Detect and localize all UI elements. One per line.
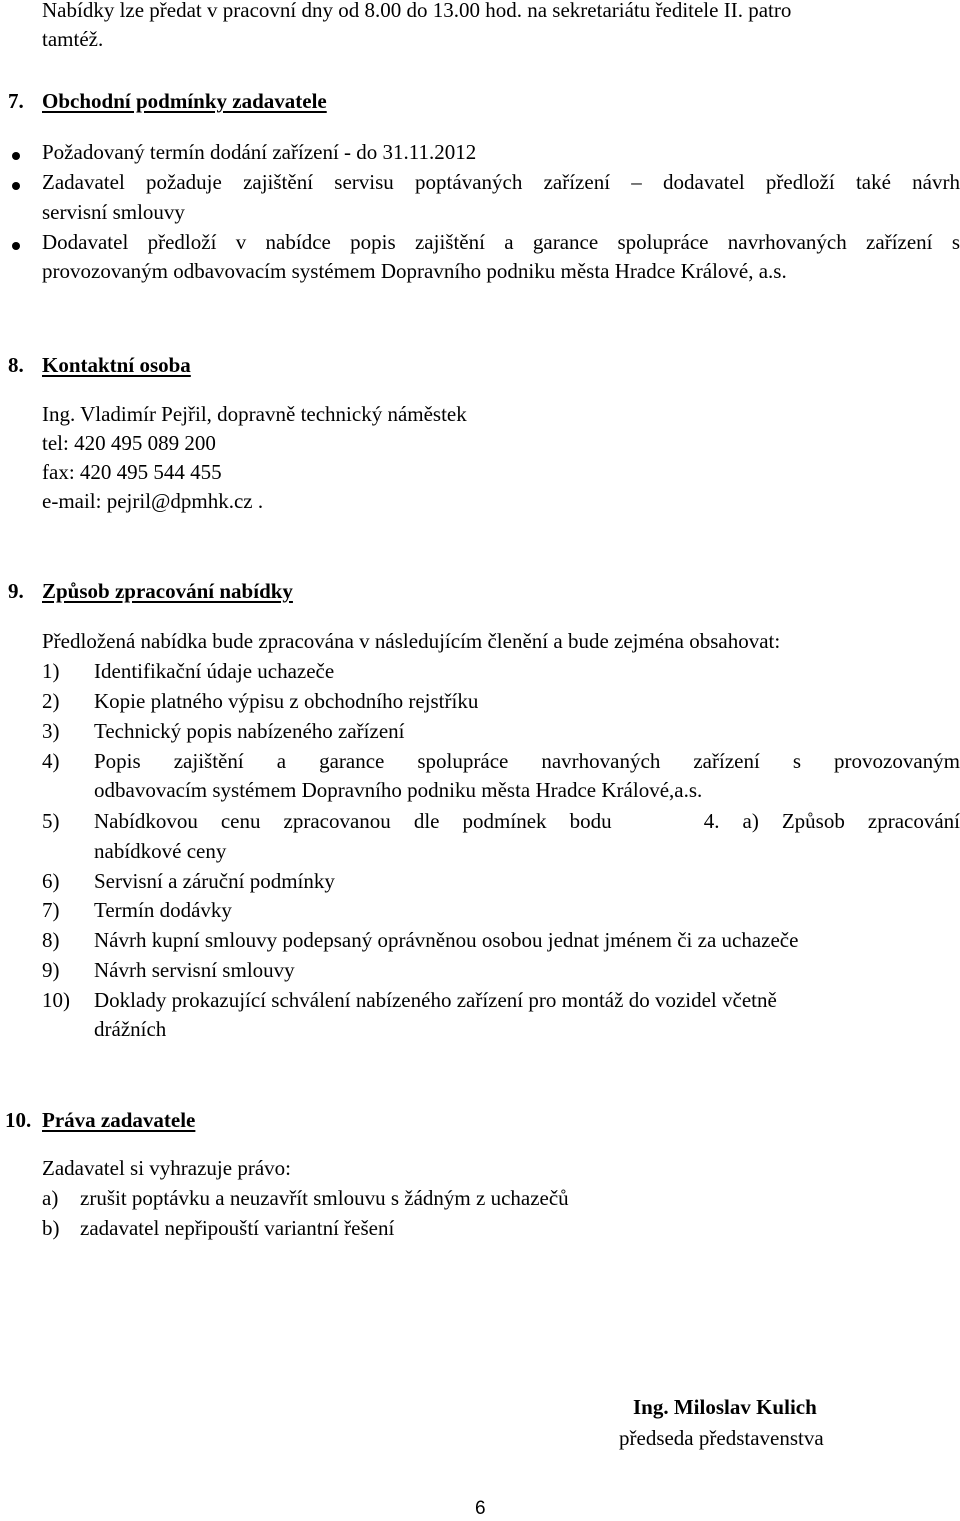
list-item: zrušit poptávku a neuzavřít smlouvu s žádným z uchazečů — [80, 1186, 569, 1210]
contact-name: Ing. Vladimír Pejřil, dopravně technický náměstek — [42, 402, 467, 426]
list-item: Identifikační údaje uchazeče — [94, 659, 335, 683]
list-item: Nabídkovou cenu zpracovanou dle podmínek bodu 4. a) Způsob zpracování — [94, 809, 960, 833]
bullet-icon — [12, 182, 20, 190]
intro-line-2: tamtéž. — [42, 27, 104, 51]
list-item-letter: b) — [42, 1216, 60, 1240]
list-item: Kopie platného výpisu z obchodního rejstříku — [94, 689, 479, 713]
list-item-continuation: nabídkové ceny — [94, 839, 227, 863]
section-9-number: 9. — [8, 579, 24, 603]
section-8-title: Kontaktní osoba — [42, 353, 191, 377]
list-item-number: 8) — [42, 928, 60, 952]
section-7-title: Obchodní podmínky zadavatele — [42, 89, 327, 113]
list-item-number: 4) — [42, 749, 60, 773]
section-7-bullet-2-line-2: servisní smlouvy — [42, 200, 185, 224]
list-item-number: 7) — [42, 898, 60, 922]
section-10-intro: Zadavatel si vyhrazuje právo: — [42, 1156, 291, 1180]
section-7-bullet-2-line-1: Zadavatel požaduje zajištění servisu poptávaných zařízení – dodavatel předloží také návrh — [42, 170, 960, 194]
list-item-continuation: drážních — [94, 1017, 167, 1041]
list-item-number: 9) — [42, 958, 60, 982]
contact-email: e-mail: pejril@dpmhk.cz . — [42, 489, 264, 513]
section-9-title: Způsob zpracování nabídky — [42, 579, 293, 603]
section-10-number: 10. — [5, 1108, 32, 1132]
list-item: Doklady prokazující schválení nabízeného zařízení pro montáž do vozidel včetně — [94, 988, 777, 1012]
list-item-continuation: odbavovacím systémem Dopravního podniku města Hradce Králové,a.s. — [94, 778, 703, 802]
bullet-icon — [12, 242, 20, 250]
section-7-bullet-3-line-2: provozovaným odbavovacím systémem Dopravního podniku města Hradce Králové, a.s. — [42, 259, 787, 283]
bullet-icon — [12, 152, 20, 160]
section-7-number: 7. — [8, 89, 24, 113]
signature-name: Ing. Miloslav Kulich — [633, 1395, 817, 1419]
list-item-number: 10) — [42, 988, 70, 1012]
list-item-number: 2) — [42, 689, 60, 713]
intro-line-1: Nabídky lze předat v pracovní dny od 8.00 do 13.00 hod. na sekretariátu ředitele II. patro — [42, 0, 792, 22]
page-number: 6 — [475, 1498, 486, 1519]
list-item-number: 1) — [42, 659, 60, 683]
contact-phone: tel: 420 495 089 200 — [42, 431, 216, 455]
list-item: Návrh servisní smlouvy — [94, 958, 295, 982]
list-item-number: 3) — [42, 719, 60, 743]
section-9-intro: Předložená nabídka bude zpracována v následujícím členění a bude zejména obsahovat: — [42, 629, 781, 653]
list-item: zadavatel nepřipouští variantní řešení — [80, 1216, 395, 1240]
list-item-number: 6) — [42, 869, 60, 893]
list-item: Návrh kupní smlouvy podepsaný oprávněnou osobou jednat jménem či za uchazeče — [94, 928, 799, 952]
section-7-bullet-1-line-1: Požadovaný termín dodání zařízení - do 31.11.2012 — [42, 140, 477, 164]
list-item: Termín dodávky — [94, 898, 232, 922]
list-item: Technický popis nabízeného zařízení — [94, 719, 405, 743]
list-item-letter: a) — [42, 1186, 59, 1210]
signature-role: předseda představenstva — [619, 1426, 824, 1450]
list-item: Servisní a záruční podmínky — [94, 869, 335, 893]
list-item: Popis zajištění a garance spolupráce navrhovaných zařízení s provozovaným — [94, 749, 960, 773]
section-10-title: Práva zadavatele — [42, 1108, 196, 1132]
section-8-number: 8. — [8, 353, 24, 377]
list-item-number: 5) — [42, 809, 60, 833]
contact-fax: fax: 420 495 544 455 — [42, 460, 222, 484]
section-7-bullet-3-line-1: Dodavatel předloží v nabídce popis zajištění a garance spolupráce navrhovaných zařízení s — [42, 230, 960, 254]
